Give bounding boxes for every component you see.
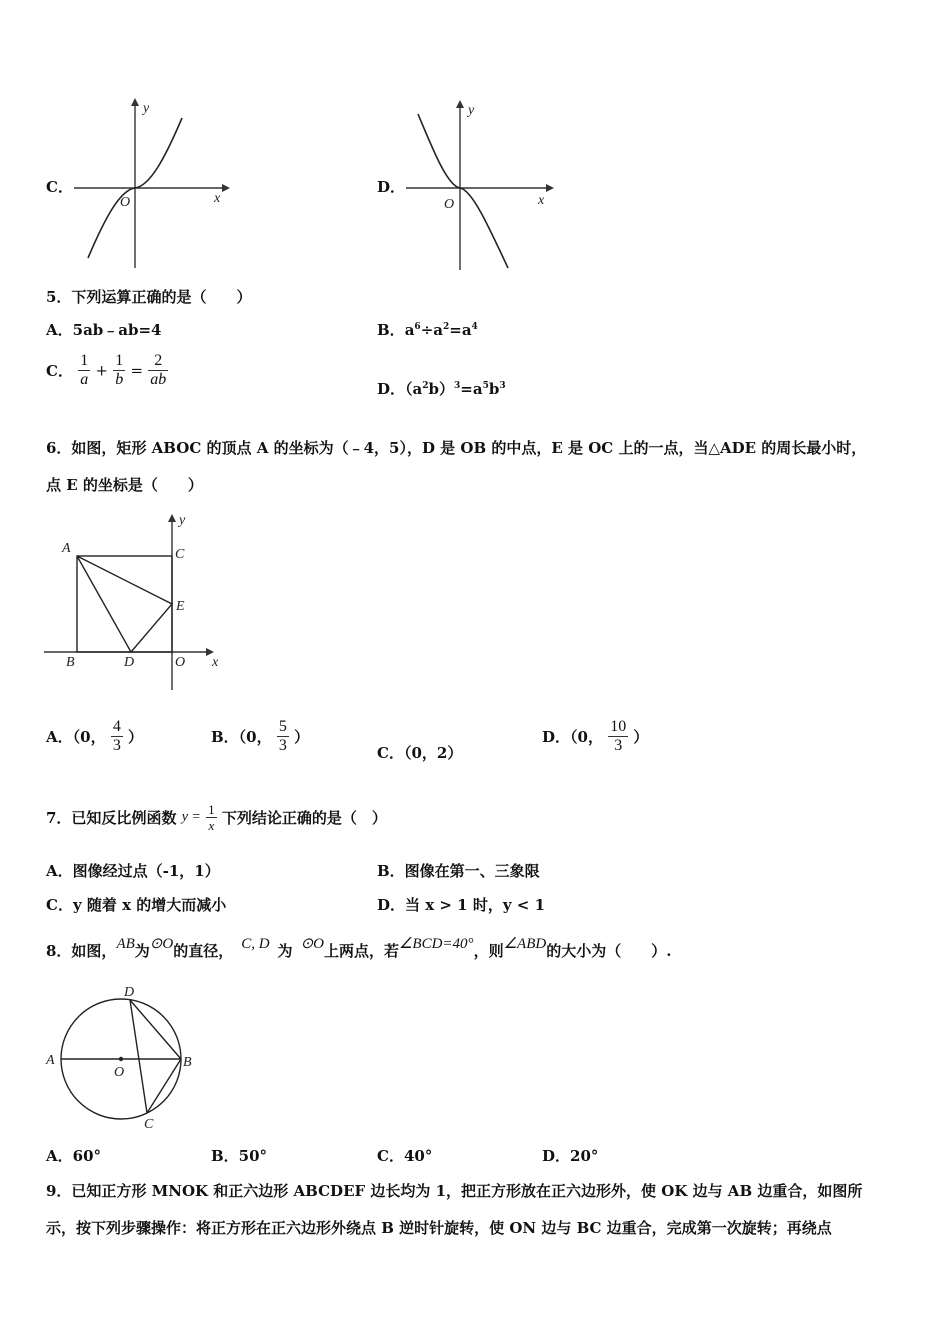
q8-option-b: B．50°	[211, 1147, 268, 1165]
graph-d	[400, 100, 555, 270]
graph-c	[70, 98, 230, 268]
q8-option-c: C．40°	[377, 1147, 433, 1165]
option-d-label: D．	[377, 178, 406, 196]
q6-stem-line1: 6．如图，矩形 ABOC 的顶点 A 的坐标为（﹣4，5），D 是 OB 的中点，E 是 OC 上的一点，当△ADE 的周长最小时，	[46, 439, 867, 457]
q5-c-frac-1: $\frac{1}{a}$	[80, 352, 89, 388]
graph-d-y-label: y	[468, 103, 475, 118]
graph-d-x-label: x	[538, 193, 545, 208]
q9-line1: 9．已知正方形 MNOK 和正六边形 ABCDEF 边长均为 1，把正方形放在正六边形外，使 OK 边与 AB 边重合，如图所	[46, 1182, 863, 1200]
graph-c-x-label: x	[214, 191, 221, 206]
q6-fig-x: x	[212, 655, 219, 670]
q8-fig-a: A	[46, 1053, 55, 1068]
q6-stem-line2: 点 E 的坐标是（ ）	[46, 476, 203, 494]
q5-option-c: C． $\frac{1}{a}$ + $\frac{1}{b}$ = $\frac{2}{ab}$	[46, 352, 167, 388]
graph-c-origin-label: O	[120, 195, 131, 210]
q5-option-b: B．$a^6\div a^2=a^4$	[377, 321, 478, 339]
q6-fig-c: C	[175, 547, 185, 562]
q7-option-b: B．图像在第一、三象限	[377, 862, 540, 880]
q6-option-d: D．（0， $\frac{10}{3}$ ）	[542, 718, 649, 754]
q9-line2: 示，按下列步骤操作：将正方形在正六边形外绕点 B 逆时针旋转，使 ON 边与 BC 边重合，完成第一次旋转；再绕点	[46, 1219, 832, 1237]
q7-stem: 7．已知反比例函数 y = $\frac{1}{x}$ 下列结论正确的是（ ）	[46, 802, 387, 833]
q6-fig-d: D	[124, 655, 135, 670]
q6-fig-o: O	[175, 655, 186, 670]
q6-fig-y: y	[179, 513, 186, 528]
q6-option-c: C．（0，2）	[377, 744, 463, 762]
q8-figure	[44, 982, 204, 1132]
q6-option-a: A．（0， $\frac{4}{3}$ ）	[46, 718, 144, 754]
q6-fig-b: B	[66, 655, 75, 670]
q5-c-frac-2: $\frac{1}{b}$	[115, 352, 124, 388]
q7-option-a: A．图像经过点（-1，1）	[46, 862, 220, 880]
q8-option-a: A．60°	[46, 1147, 102, 1165]
q8-option-d: D．20°	[542, 1147, 599, 1165]
q5-stem: 5．下列运算正确的是（ ）	[46, 288, 252, 306]
q6-figure	[44, 512, 234, 697]
q8-fig-o: O	[114, 1065, 125, 1080]
q8-fig-b: B	[183, 1055, 192, 1070]
q6-fig-e: E	[176, 599, 185, 614]
q5-option-a: A．5ab﹣ab=4	[46, 321, 162, 339]
q6-fig-a: A	[62, 541, 71, 556]
q8-stem: 8．如图，AB为⊙O的直径， C, D 为 ⊙O上两点，若∠BCD=40°，则∠ABD的大小为（ ）.	[46, 936, 672, 960]
q5-c-frac-3: $\frac{2}{ab}$	[150, 352, 167, 388]
q5-option-d: D．$(a^2b)^3=a^5b^3$	[377, 380, 506, 398]
q8-fig-d: D	[124, 985, 135, 1000]
q7-option-c: C．y 随着 x 的增大而减小	[46, 896, 227, 914]
option-c-label: C．	[46, 178, 73, 196]
q8-fig-c: C	[144, 1117, 154, 1132]
q7-option-d: D．当 x > 1 时，y < 1	[377, 896, 546, 914]
q6-option-b: B．（0， $\frac{5}{3}$ ）	[211, 718, 310, 754]
graph-d-origin-label: O	[444, 197, 455, 212]
graph-c-y-label: y	[143, 101, 150, 116]
